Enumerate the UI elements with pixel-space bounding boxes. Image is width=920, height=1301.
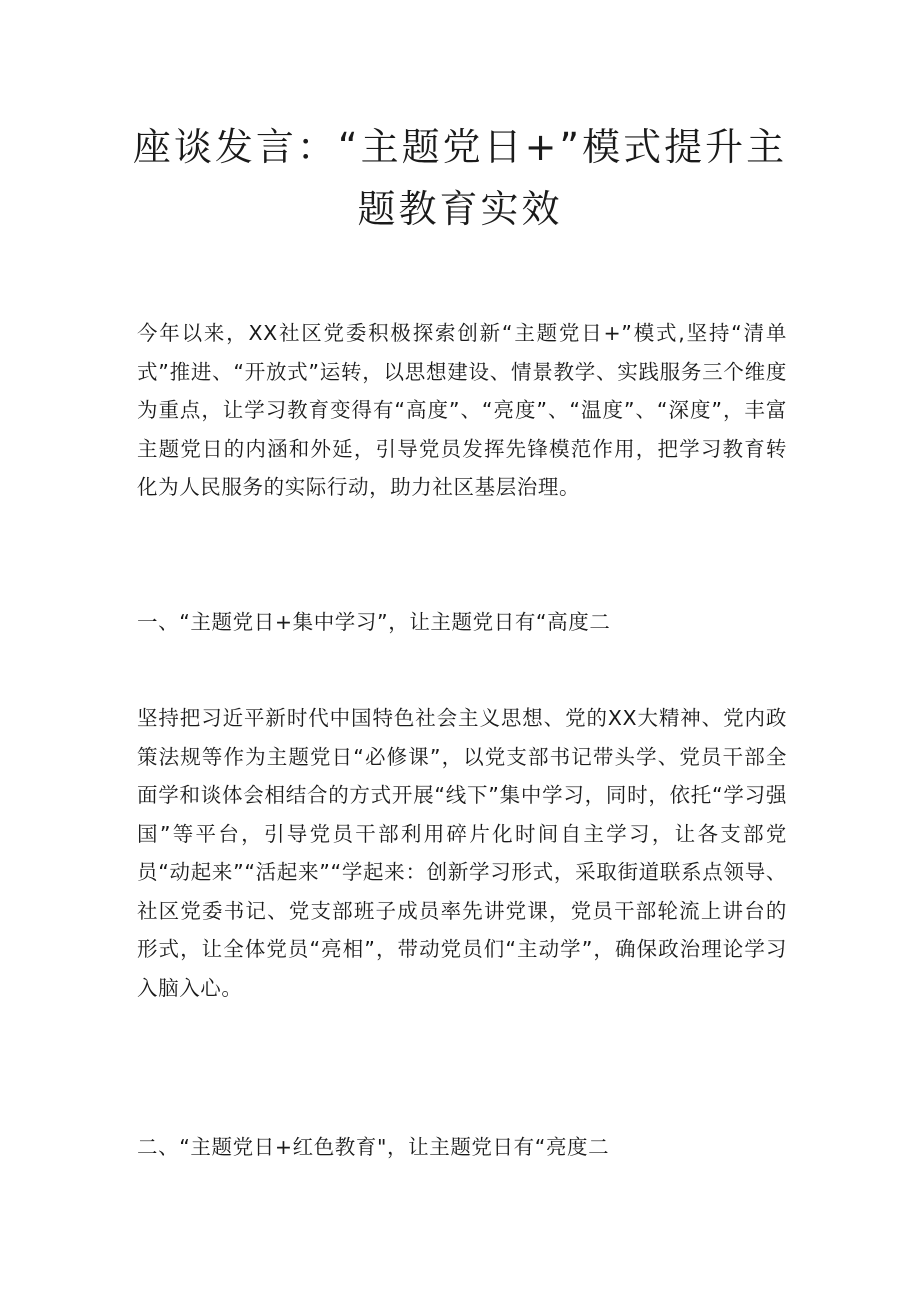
section-heading-1: 一、“主题党日+集中学习”，让主题党日有“高度二 [137,610,611,634]
section-1-paragraph: 坚持把习近平新时代中国特色社会主义思想、党的XX大精神、党内政策法规等作为主题党日“必修课”，以党支部书记带头学、党员干部全面学和谈体会相结合的方式开展“线下”集中学习，同时，依托“学习强国”等平台，引导党员干部利用碎片化时间自主学习，让各支部党员“动起来”“活起来”“学起来：创新学习形式，采取街道联系点领导、社区党委书记、党支部班子成员率先讲党课，党员干部轮流上讲台的形式，让全体党员“亮相”，带动党员们“主动学”，确保政治理论学习入脑入心。 [137,706,787,1000]
document-title: 座谈发言：“主题党日+”模式提升主题教育实效 [132,125,788,231]
intro-paragraph: 今年以来，XX社区党委积极探索创新“主题党日+”模式,坚持“清单式”推进、“开放式”运转，以思想建设、情景教学、实践服务三个维度为重点，让学习教育变得有“高度”、“亮度”、“温度”、“深度”，丰富主题党日的内涵和外延，引导党员发挥先锋模范作用，把学习教育转化为人民服务的实际行动，助力社区基层治理。 [137,321,787,499]
section-heading-2: 二、“主题党日+红色教育"，让主题党日有“亮度二 [137,1135,610,1159]
